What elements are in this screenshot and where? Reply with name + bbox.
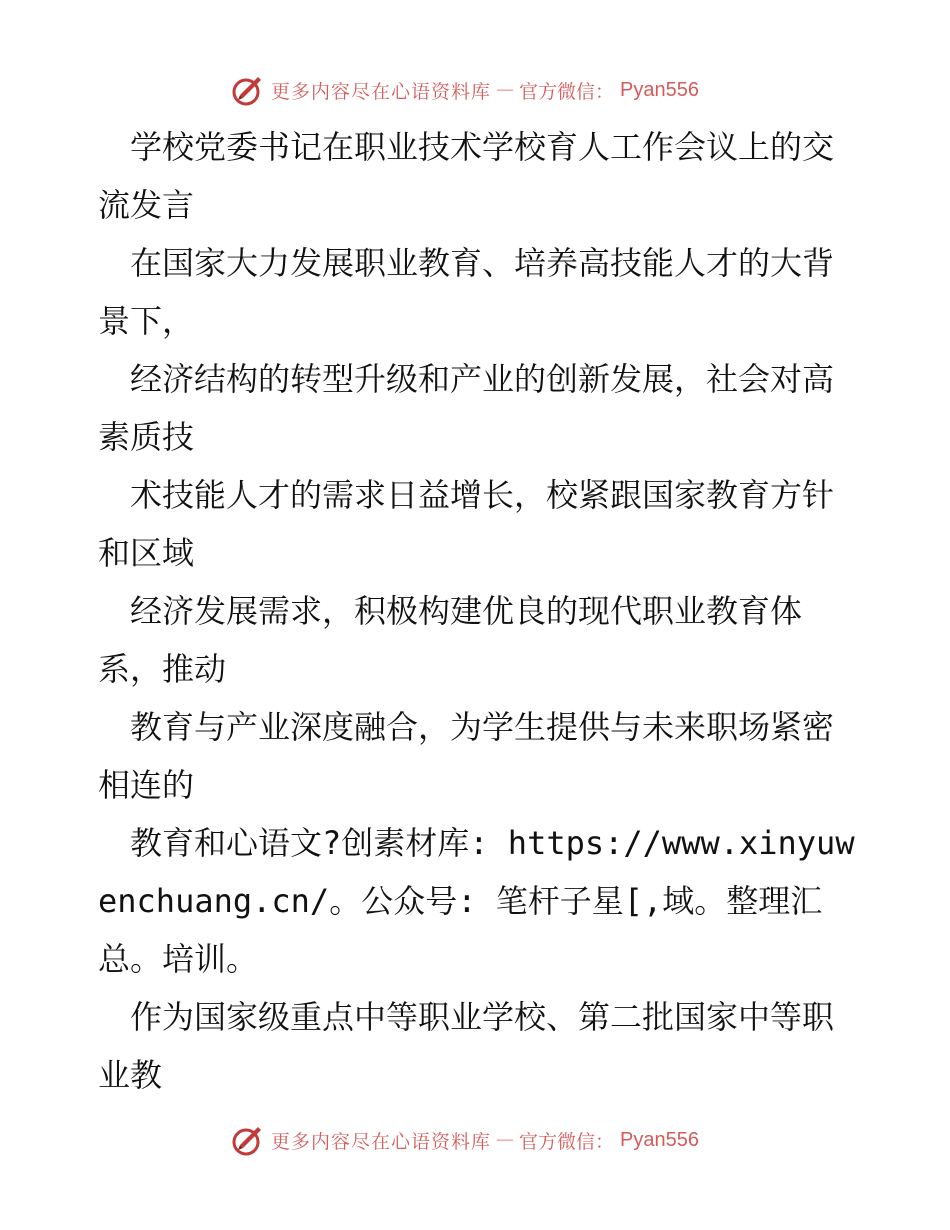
footer-banner-id: Pyan556: [620, 1128, 699, 1151]
footer-banner: [0, 1120, 950, 1160]
pen-nib-logo-icon: [231, 1123, 265, 1157]
paragraph: 在国家大力发展职业教育、培养高技能人才的大背景下，: [98, 244, 835, 340]
paragraph: 经济结构的转型升级和产业的创新发展，社会对高素质技: [98, 360, 835, 456]
header-banner-text: 更多内容尽在心语资料库: [271, 80, 492, 103]
footer-banner-inner: [231, 1123, 699, 1157]
header-banner-dash: —: [497, 81, 514, 98]
header-banner-inner: [231, 73, 699, 107]
paragraph: 术技能人才的需求日益增长，校紧跟国家教育方针和区域: [98, 476, 835, 572]
pen-nib-logo-icon: [231, 73, 265, 107]
paragraph-title: 学校党委书记在职业技术学校育人工作会议上的交流发言: [98, 128, 835, 224]
paragraph: 作为国家级重点中等职业学校、第二批国家中等职业教: [98, 998, 835, 1094]
paragraph: 经济发展需求，积极构建优良的现代职业教育体系，推动: [98, 592, 803, 688]
document-body: [98, 118, 858, 1104]
paragraph: 教育和心语文?创素材库: https://www.xinyuwenchuang.cn/。公众号: 笔杆子星[,域。整理汇总。培训。: [98, 824, 855, 978]
header-banner-label: 官方微信：: [519, 80, 615, 103]
header-banner: [0, 70, 950, 110]
footer-banner-dash: —: [497, 1131, 514, 1148]
footer-banner-text: 更多内容尽在心语资料库: [271, 1130, 492, 1153]
header-banner-id: Pyan556: [620, 78, 699, 101]
paragraph: 教育与产业深度融合，为学生提供与未来职场紧密相连的: [98, 708, 835, 804]
footer-banner-label: 官方微信：: [519, 1130, 615, 1153]
